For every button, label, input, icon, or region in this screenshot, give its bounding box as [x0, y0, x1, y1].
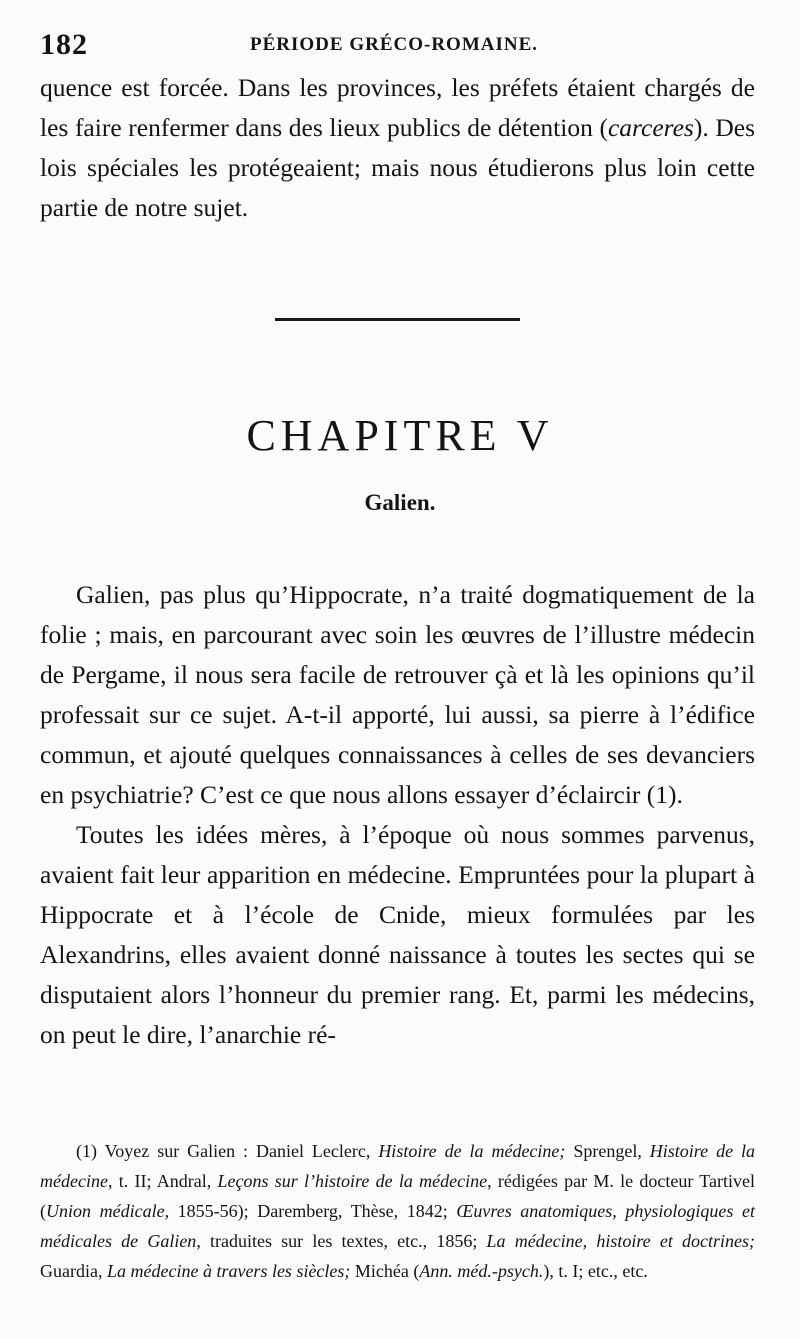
continued-paragraph	[40, 68, 755, 228]
footnote-title: La médecine à travers les siècles;	[106, 1261, 351, 1281]
section-divider	[275, 318, 520, 321]
chapter-title: CHAPITRE V	[246, 411, 554, 460]
footnote-title: Histoire de la médecine	[40, 1141, 756, 1191]
page-number: 182	[40, 28, 88, 61]
paragraph-text: ). Des lois spéciales les protégeaient; mais nous étudierons plus loin cette partie de notre sujet.	[40, 113, 756, 222]
footnote-title: La médecine, histoire et doctrines;	[486, 1231, 755, 1251]
footnote-text: , 1855-56); Daremberg, Thèse, 1842;	[164, 1201, 457, 1221]
footnote-text: , traduites sur les textes, etc., 1856;	[196, 1231, 487, 1251]
footnote-text: Sprengel,	[565, 1141, 650, 1161]
footnote-title: Union médicale	[46, 1201, 165, 1221]
footnote-title: Leçons sur l’histoire de la médecine	[217, 1171, 488, 1191]
body-paragraph: Toutes les idées mères, à l’époque où nous sommes parvenus, avaient fait leur apparition en médecine. Empruntées pour la plupart à Hippocrate et à l’école de Cnide, mieux formulées par les Alexandrins, elles avaient donné naissance à toutes les sectes qui se disputaient alors l’honneur du premier rang. Et, parmi les médecins, on peut le dire, l’anarchie ré-	[40, 820, 755, 1049]
footnote-text: , rédigées par M. le docteur Tartivel (	[40, 1171, 756, 1221]
running-head: PÉRIODE GRÉCO-ROMAINE.	[250, 34, 539, 55]
page-header	[40, 28, 750, 64]
footnote-text: ), t. I; etc., etc.	[543, 1261, 648, 1281]
footnote-text: , t. II; Andral,	[107, 1171, 218, 1191]
footnote	[40, 1136, 755, 1286]
paragraph-text: quence est forcée. Dans les provinces, les préfets étaient chargés de les faire renfermer dans des lieux publics de détention (	[40, 73, 755, 142]
footnote-text: Guardia,	[40, 1261, 107, 1281]
body-paragraph: Galien, pas plus qu’Hippocrate, n’a traité dogmatiquement de la folie ; mais, en parcourant avec soin les œuvres de l’illustre médecin de Pergame, il nous sera facile de retrouver çà et là les opinions qu’il professait sur ce sujet. A-t-il apporté, lui aussi, sa pierre à l’édifice commun, et ajouté quelques connaissances à celles de ses devanciers en psychiatrie? C’est ce que nous allons essayer d’éclaircir (1).	[40, 580, 755, 809]
footnote-title: Œuvres anatomiques, physiologiques et médicales de Galien	[40, 1201, 755, 1251]
footnote-text: (1) Voyez sur Galien : Daniel Leclerc,	[76, 1141, 379, 1161]
paragraph-italic-term: carceres	[607, 113, 694, 142]
chapter-body	[40, 575, 755, 1055]
chapter-subtitle: Galien.	[364, 490, 436, 515]
footnote-title: Ann. méd.-psych.	[419, 1261, 544, 1281]
footnote-title: Histoire de la médecine;	[378, 1141, 566, 1161]
footnote-text: Michéa (	[350, 1261, 420, 1281]
